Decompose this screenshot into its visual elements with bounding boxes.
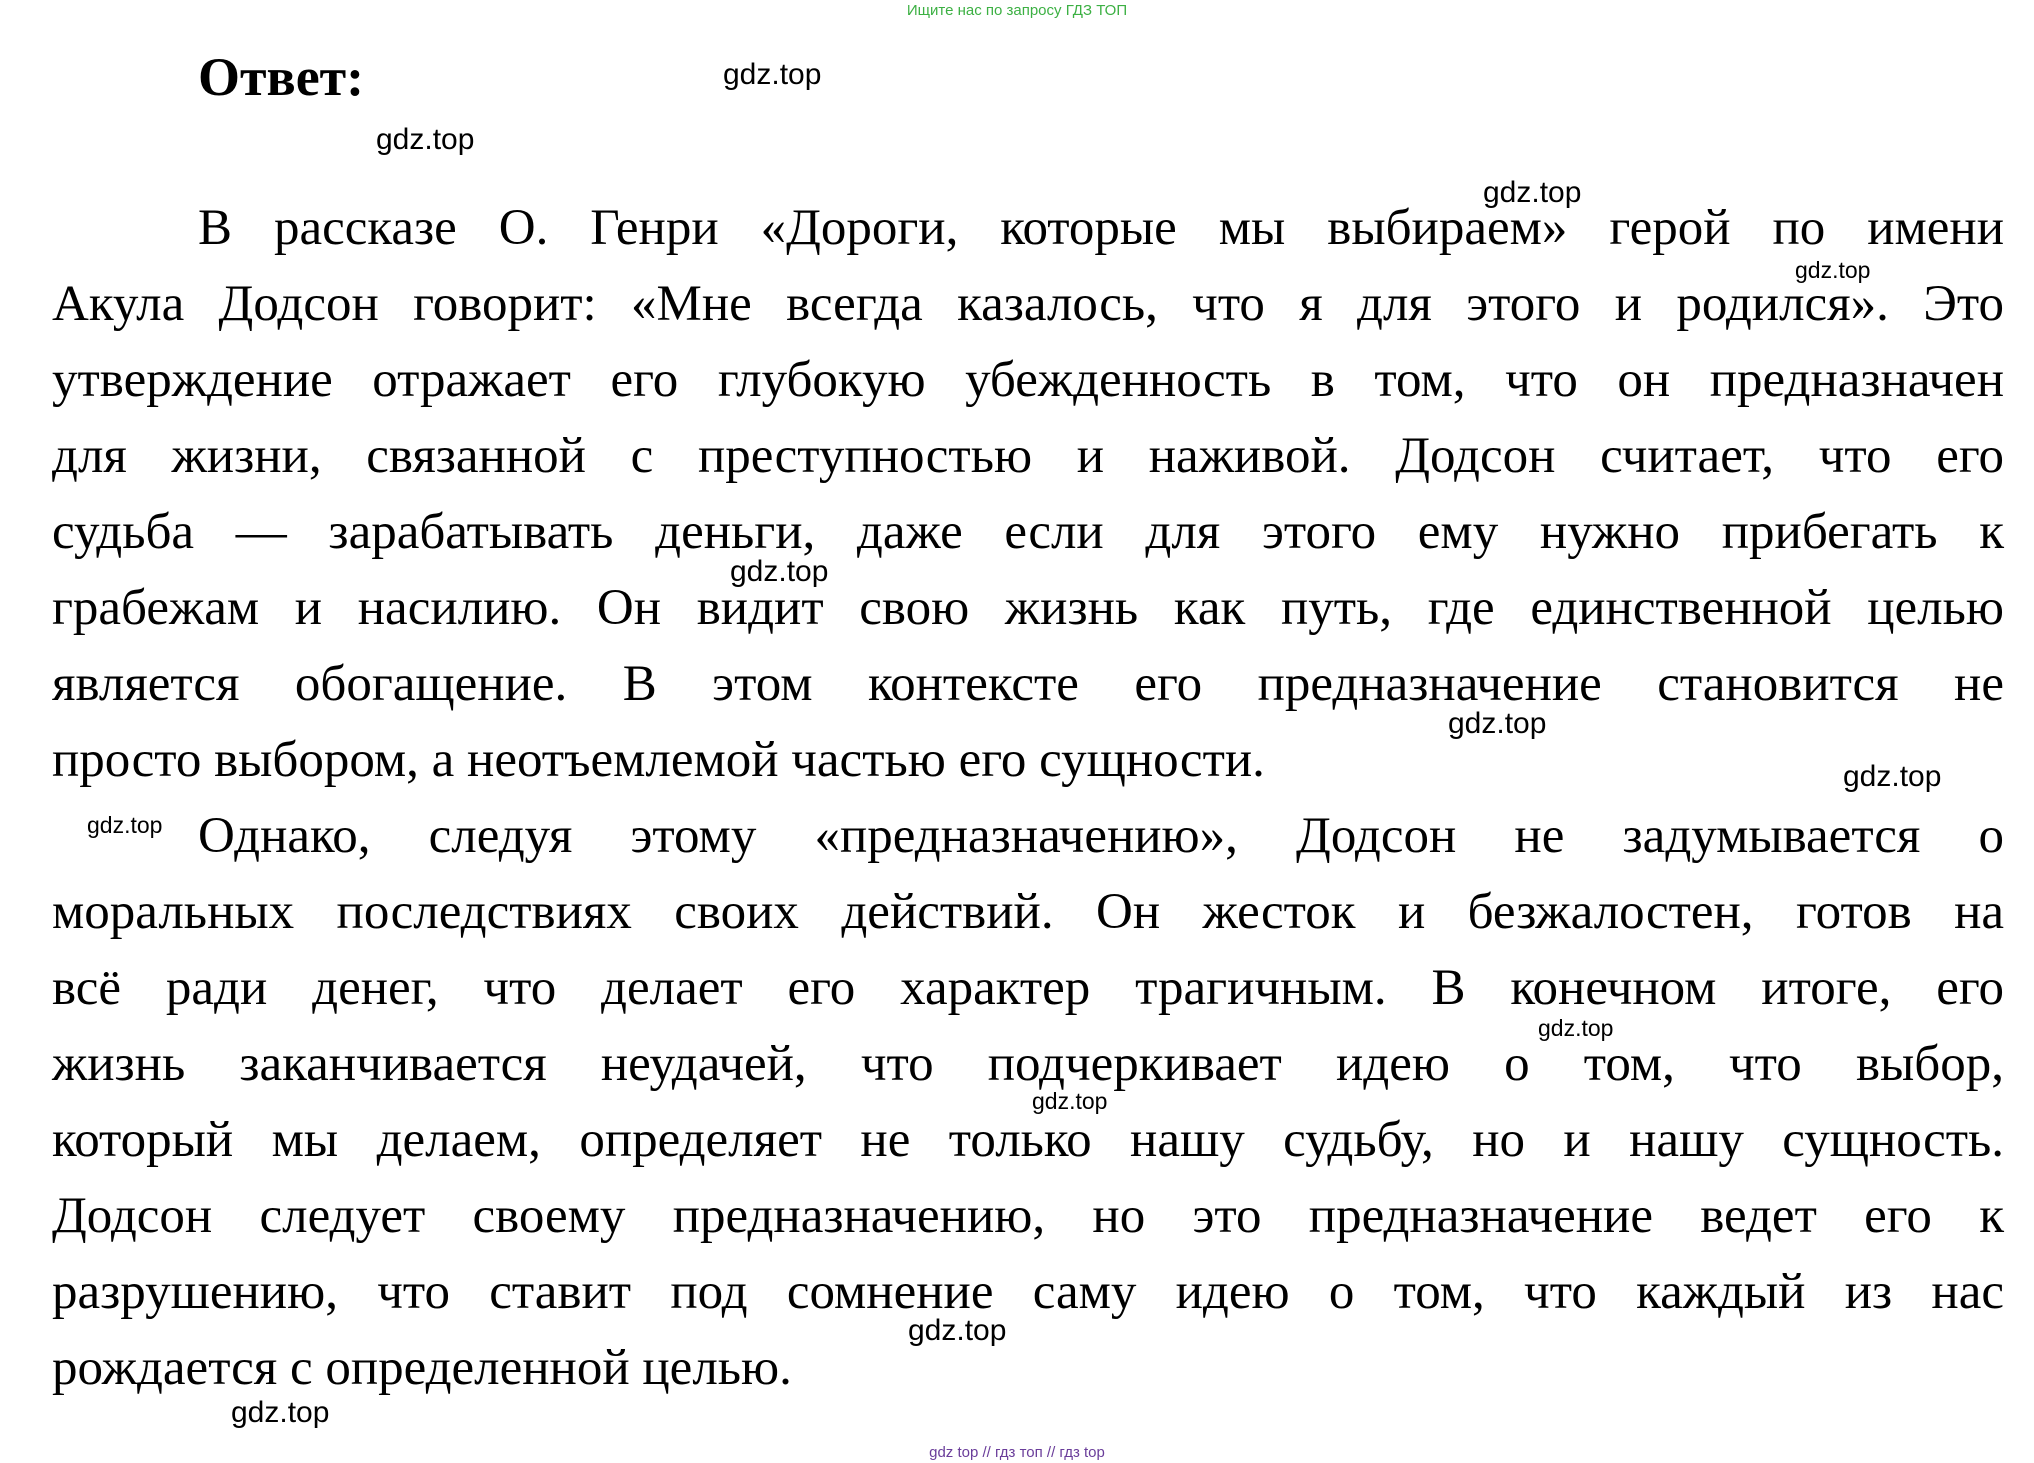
watermark: gdz.top (723, 58, 822, 91)
text-line-7: является обогащение. В этом контексте его предназначение становится не (52, 656, 2004, 712)
text-line-10: моральных последствиях своих действий. Он жесток и безжалостен, готов на (52, 884, 2004, 940)
text-line-16: рождается с определенной целью. (52, 1340, 792, 1396)
answer-heading: Ответ: (198, 47, 365, 107)
watermark: gdz.top (1795, 257, 1871, 283)
watermark: gdz.top (1032, 1088, 1108, 1114)
text-line-1: В рассказе О. Генри «Дороги, которые мы выбираем» герой по имени (198, 200, 2004, 256)
text-line-3: утверждение отражает его глубокую убежденность в том, что он предназначен (52, 352, 2004, 408)
watermark: gdz.top (87, 812, 163, 838)
text-line-12: жизнь заканчивается неудачей, что подчеркивает идею о том, что выбор, (52, 1036, 2004, 1092)
text-line-9: Однако, следуя этому «предназначению», Додсон не задумывается о (198, 808, 2004, 864)
text-line-2: Акула Додсон говорит: «Мне всегда казалось, что я для этого и родился». Это (52, 276, 2004, 332)
watermark: gdz.top (908, 1314, 1007, 1347)
footer-links[interactable]: gdz top // гдз топ // гдз top (929, 1444, 1105, 1461)
text-line-15: разрушению, что ставит под сомнение саму идею о том, что каждый из нас (52, 1264, 2004, 1320)
watermark: gdz.top (1483, 176, 1582, 209)
text-line-5: судьба — зарабатывать деньги, даже если для этого ему нужно прибегать к (52, 504, 2004, 560)
text-line-14: Додсон следует своему предназначению, но это предназначение ведет его к (52, 1188, 2004, 1244)
watermark: gdz.top (376, 123, 475, 156)
watermark: gdz.top (231, 1396, 330, 1429)
text-line-6: грабежам и насилию. Он видит свою жизнь как путь, где единственной целью (52, 580, 2004, 636)
text-line-13: который мы делаем, определяет не только нашу судьбу, но и нашу сущность. (52, 1112, 2004, 1168)
watermark: gdz.top (730, 555, 829, 588)
text-line-11: всё ради денег, что делает его характер трагичным. В конечном итоге, его (52, 960, 2004, 1016)
watermark: gdz.top (1843, 760, 1942, 793)
watermark: gdz.top (1448, 707, 1547, 740)
top-banner[interactable]: Ищите нас по запросу ГДЗ ТОП (906, 2, 1128, 19)
text-line-4: для жизни, связанной с преступностью и наживой. Додсон считает, что его (52, 428, 2004, 484)
text-line-8: просто выбором, а неотъемлемой частью его сущности. (52, 732, 1265, 788)
watermark: gdz.top (1538, 1015, 1614, 1041)
